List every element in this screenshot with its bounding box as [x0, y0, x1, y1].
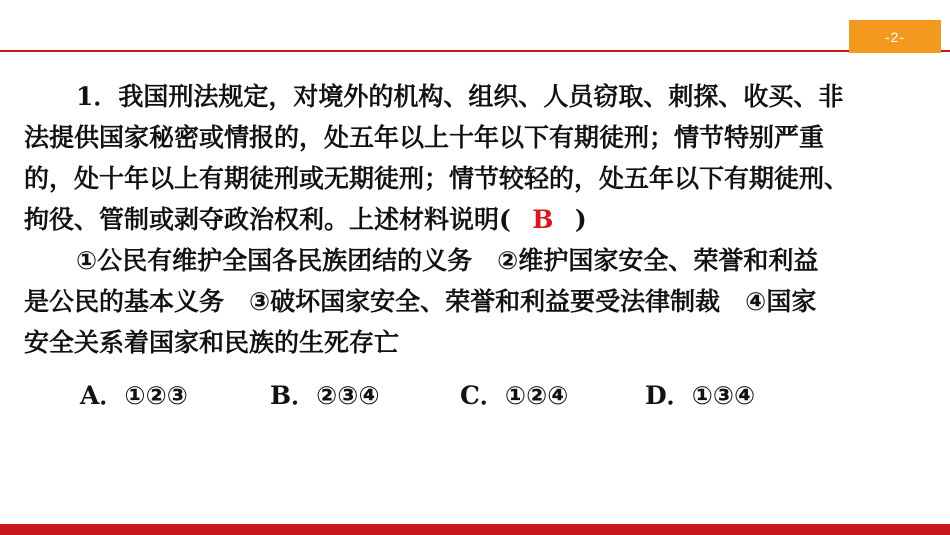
question-text-line: 拘役、管制或剥夺政治权利。上述材料说明 — [24, 205, 500, 234]
option-letter: C． — [460, 381, 505, 410]
option-text: ②③④ — [316, 381, 380, 410]
statement-text-line: ①公民有维护全国各民族团结的义务 ②维护国家安全、荣誉和利益 — [76, 246, 819, 275]
statement-text-line: 是公民的基本义务 ③破坏国家安全、荣誉和利益要受法律制裁 ④国家 — [24, 287, 817, 316]
statement-line-1 — [24, 240, 928, 281]
option-b[interactable] — [270, 375, 460, 416]
question-line-3 — [24, 158, 928, 199]
header-divider-line — [0, 50, 950, 52]
option-letter: D． — [645, 381, 692, 410]
option-c[interactable] — [460, 375, 645, 416]
question-line-1 — [24, 76, 928, 117]
question-number: 1． — [76, 82, 119, 111]
option-text: ①②④ — [504, 381, 569, 410]
answer-options — [24, 375, 928, 416]
page-number: -2- — [884, 28, 906, 45]
option-a[interactable] — [80, 375, 270, 416]
footer-band — [0, 524, 950, 535]
option-d[interactable] — [645, 375, 755, 416]
answer-letter: B — [532, 205, 554, 234]
question-line-2 — [24, 117, 928, 158]
statement-text-line: 安全关系着国家和民族的生死存亡 — [24, 328, 400, 357]
option-letter: A． — [80, 381, 125, 410]
option-text: ①③④ — [691, 381, 756, 410]
option-letter: B． — [270, 381, 317, 410]
question-text-line: 的，处十年以上有期徒刑或无期徒刑；情节较轻的，处五年以下有期徒刑、 — [24, 164, 850, 193]
question-text-line: 我国刑法规定，对境外的机构、组织、人员窃取、刺探、收买、非 — [118, 82, 844, 111]
question-text-line: 法提供国家秘密或情报的，处五年以上十年以下有期徒刑；情节特别严重 — [24, 123, 825, 152]
question-content — [24, 76, 928, 416]
option-text: ①②③ — [124, 381, 188, 410]
page-number-badge — [849, 20, 941, 53]
answer-close-paren: ) — [574, 205, 587, 234]
statement-line-3 — [24, 322, 928, 363]
question-line-4 — [24, 199, 928, 240]
statement-line-2 — [24, 281, 928, 322]
answer-open-paren: ( — [499, 205, 511, 234]
